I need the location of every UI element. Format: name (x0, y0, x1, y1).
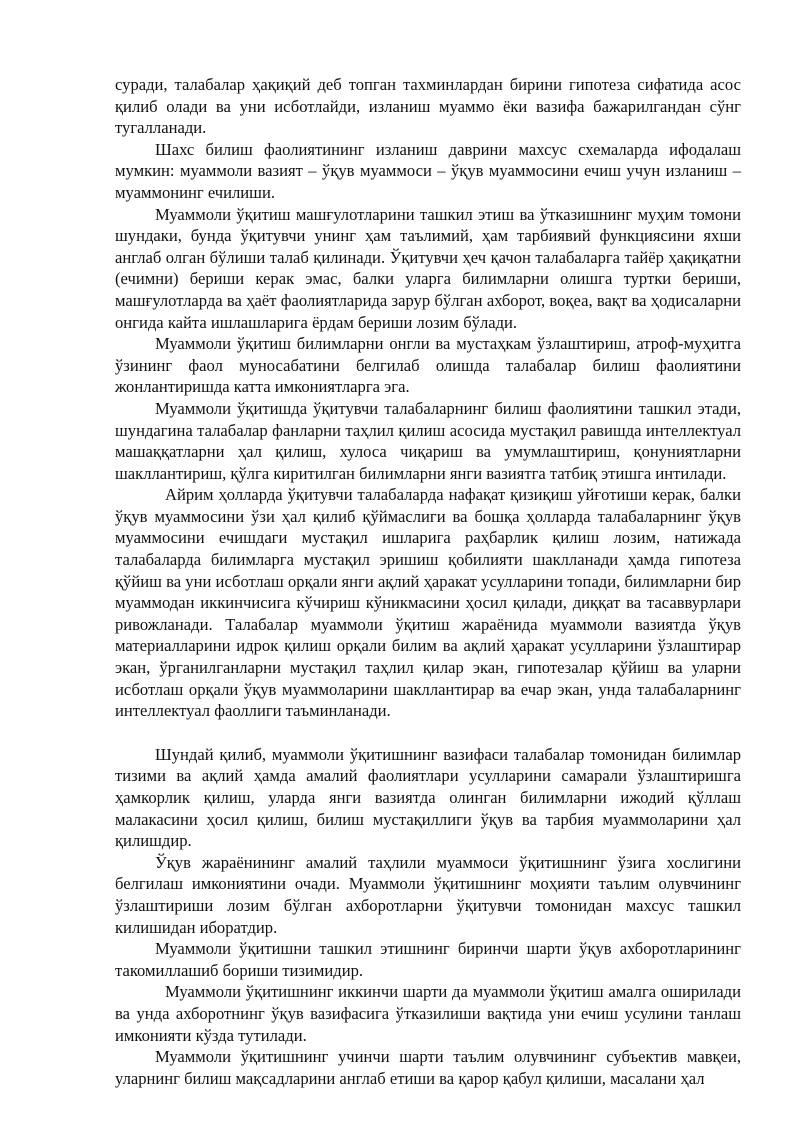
paragraph-second-condition: Муаммоли ўқитишнинг иккинчи шарти да муаммоли ўқитиш амалга оширилади ва унда ахборотнинг ўқув вазифасига ўтказилиши вақтида уни ечиш усулини танлаш имконияти кўзда тутилади. (115, 982, 741, 1045)
paragraph-third-condition: Муаммоли ўқитишнинг учинчи шарти таълим олувчининг субъектив мавқеи, уларнинг билиш мақсадларини англаб етиши ва қарор қабул қилиши, масалани ҳал (115, 1047, 741, 1088)
paragraph-teacher-role: Муаммоли ўқитиш машғулотларини ташкил этиш ва ўтказишнинг муҳим томони шундаки, бунда ўқитувчи унинг ҳам таълимий, ҳам тарбиявий функциясини яхши англаб олган бўлиши талаб қилинади. Ўқитувчи ҳеч қачон талабаларга тайёр ҳақиқатни (ечимни) бериши керак эмас, балки уларга билимларни олишга туртки бериши, машғулотларда ва ҳаёт фаолиятларида зарур бўлган ахборот, воқеа, вақт ва ҳодисаларни онгида кайта ишлашларига ёрдам бериши лозим бўлади. (115, 204, 741, 332)
paragraph-independent-work: Айрим ҳолларда ўқитувчи талабаларда нафақат қизиқиш уйғотиши керак, балки ўқув муаммосини ўзи ҳал қилиб қўймаслиги ва бошқа ҳолларда талабаларнинг ўқув муаммосини ечишдаги мустақил ишларига раҳбарлик қилиш лозим, натижада талабаларда билимларга мустақил эришиш қобилияти шаклланади ҳамда гипотеза қўйиш ва уни исботлаш орқали янги ақлий ҳаракат усулларини топади, билимларни бир муаммодан иккинчисига кўчириш кўникмасини ҳосил қилади, диққат ва тасаввурлари ривожланади. Талабалар муаммоли ўқитиш жараёнида муаммоли вазиятда ўқув материалларини идрок қилиш орқали билим ва ақлий ҳаракат усулларини ўзлаштирар экан, ўрганилганларни мустақил таҳлил қилар экан, гипотезалар қўйиш ва уларни исботлаш орқали ўқув муаммоларини шакллантирар ва ечар экан, унда талабаларнинг интеллектуал фаоллиги таъминланади. (115, 485, 741, 721)
document-page (115, 74, 741, 1089)
paragraph-cognitive-activity: Муаммоли ўқитишда ўқитувчи талабаларнинг билиш фаолиятини ташкил этади, шундагина талабалар фанларни таҳлил қилиш асосида мустақил равишда интеллектуал машаққатларни ҳал қилиш, хулоса чиқариш ва умумлаштириш, қонуниятларни шакллантириш, қўлга киритилган билимларни янги вазиятга татбиқ этишга интилади. (115, 398, 741, 483)
paragraph-first-condition: Муаммоли ўқитишни ташкил этишнинг биринчи шарти ўқув ахборотларининг такомиллашиб бориши тизимидир. (115, 939, 741, 980)
paragraph-practical-analysis: Ўқув жараёнининг амалий таҳлили муаммоси ўқитишнинг ўзига хослигини белгилаш имкониятини очади. Муаммоли ўқитишнинг моҳияти таълим олувчининг ўзлаштириши лозим бўлган ахборотларни ўқитувчи томонидан махсус ташкил килишидан иборатдир. (115, 852, 741, 937)
paragraph-spacer (115, 722, 741, 744)
paragraph-continuation: суради, талабалар ҳақиқий деб топган тахминлардан бирини гипотеза сифатида асос қилиб олади ва уни исботлайди, изланиш муаммо ёки вазифа бажарилгандан сўнг тугалланади. (115, 75, 741, 138)
paragraph-search-stages: Шахс билиш фаолиятининг изланиш даврини махсус схемаларда ифодалаш мумкин: муаммоли вазият – ўқув муаммоси – ўқув муаммосини ечиш учун изланиш – муаммонинг ечилиши. (115, 139, 741, 202)
paragraph-knowledge-mastery: Муаммоли ўқитиш билимларни онгли ва мустаҳкам ўзлаштириш, атроф-муҳитга ўзининг фаол муносабатини белгилаб олишда талабалар билиш фаолиятини жонлантиришда катта имкониятларга эга. (115, 334, 741, 397)
paragraph-task-summary: Шундай қилиб, муаммоли ўқитишнинг вазифаси талабалар томонидан билимлар тизими ва ақлий ҳамда амалий фаолиятлари усулларини самарали ўзлаштиришга ҳамкорлик қилиш, уларда янги вазиятда олинган билимларни ижодий қўллаш малакасини ҳосил қилиш, билиш мустақиллиги ўқув ва тарбия муаммоларини ҳал қилишдир. (115, 744, 741, 851)
